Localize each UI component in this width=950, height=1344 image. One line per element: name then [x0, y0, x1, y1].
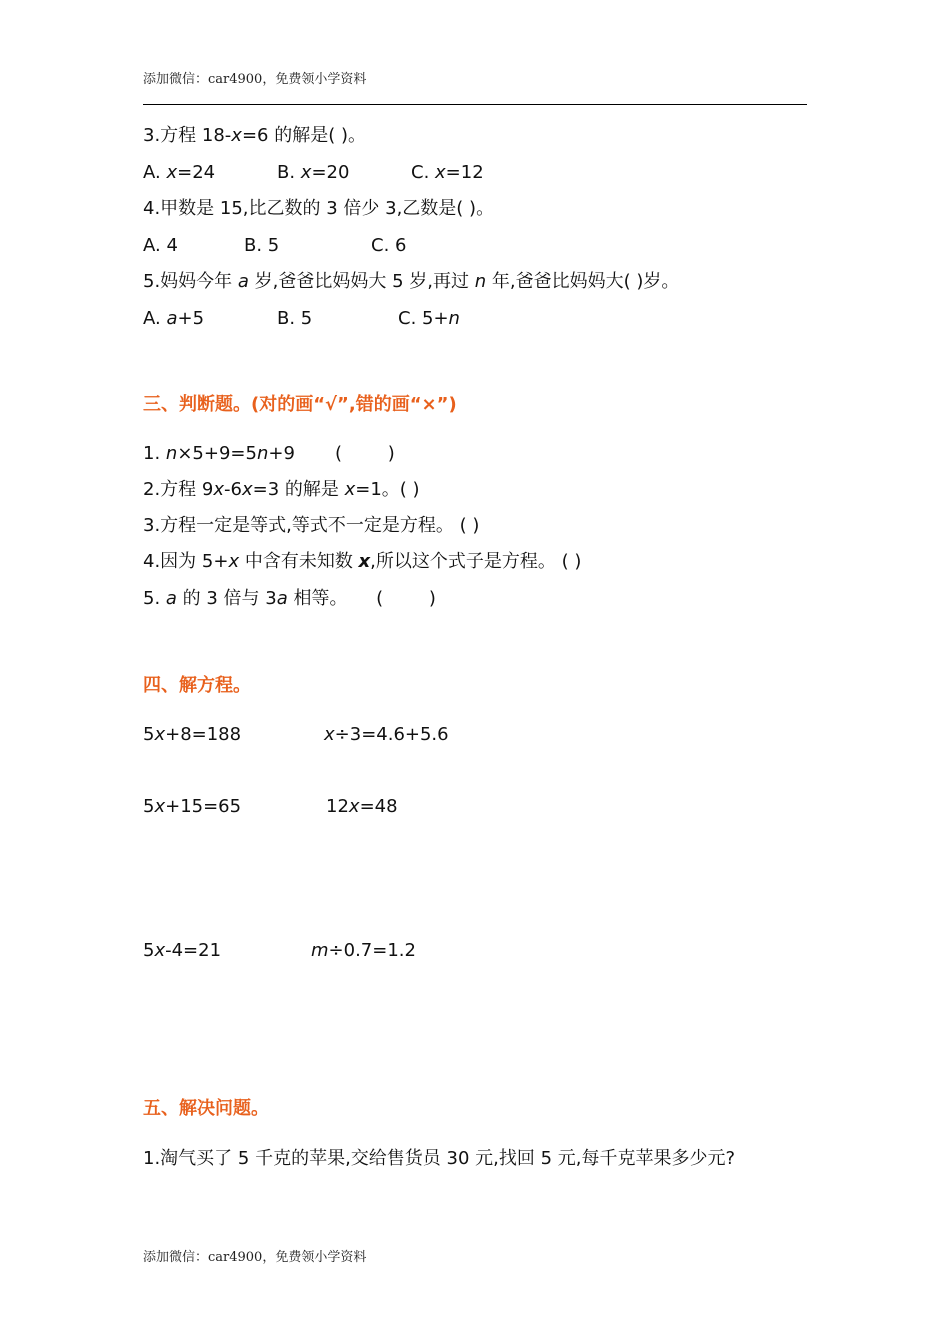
q3-option-a: A. x=24: [143, 162, 216, 183]
equation-5: 5x-4=21: [143, 940, 222, 961]
question-4: 4.甲数是 15,比乙数的 3 倍少 3,乙数是( )。: [143, 198, 495, 219]
equation-6: m÷0.7=1.2: [311, 940, 416, 961]
equation-4: 12x=48: [326, 796, 398, 817]
equation-3: 5x+15=65: [143, 796, 242, 817]
q4-option-c: C. 6: [371, 235, 407, 256]
q5-option-b: B. 5: [277, 308, 313, 329]
q5-option-a: A. a+5: [143, 308, 205, 329]
question-3: 3.方程 18-x=6 的解是( )。: [143, 125, 366, 146]
equation-1: 5x+8=188: [143, 724, 242, 745]
q3-option-c: C. x=12: [411, 162, 484, 183]
judge-item-4: 4.因为 5+x 中含有未知数 x,所以这个式子是方程。 ( ): [143, 551, 582, 572]
judge-item-1: 1. n×5+9=5n+9 ( ): [143, 443, 395, 464]
judge-item-3: 3.方程一定是等式,等式不一定是方程。 ( ): [143, 515, 480, 536]
header-rule: [143, 104, 807, 105]
judge-item-5: 5. a 的 3 倍与 3a 相等。 ( ): [143, 588, 436, 609]
q4-option-a: A. 4: [143, 235, 178, 256]
equation-2: x÷3=4.6+5.6: [324, 724, 449, 745]
q4-option-b: B. 5: [244, 235, 280, 256]
page-header: 添加微信：car4900，免费领小学资料: [143, 72, 367, 87]
section-3-title: 三、判断题。(对的画“√”,错的画“×”): [143, 394, 457, 415]
problem-1: 1.淘气买了 5 千克的苹果,交给售货员 30 元,找回 5 元,每千克苹果多少元?: [143, 1148, 736, 1169]
page-footer: 添加微信：car4900，免费领小学资料: [143, 1250, 367, 1265]
q5-option-c: C. 5+n: [398, 308, 460, 329]
q3-option-b: B. x=20: [277, 162, 350, 183]
question-5: 5.妈妈今年 a 岁,爸爸比妈妈大 5 岁,再过 n 年,爸爸比妈妈大( )岁。: [143, 271, 680, 292]
section-4-title: 四、解方程。: [143, 675, 251, 696]
section-5-title: 五、解决问题。: [143, 1098, 269, 1119]
judge-item-2: 2.方程 9x-6x=3 的解是 x=1。( ): [143, 479, 420, 500]
